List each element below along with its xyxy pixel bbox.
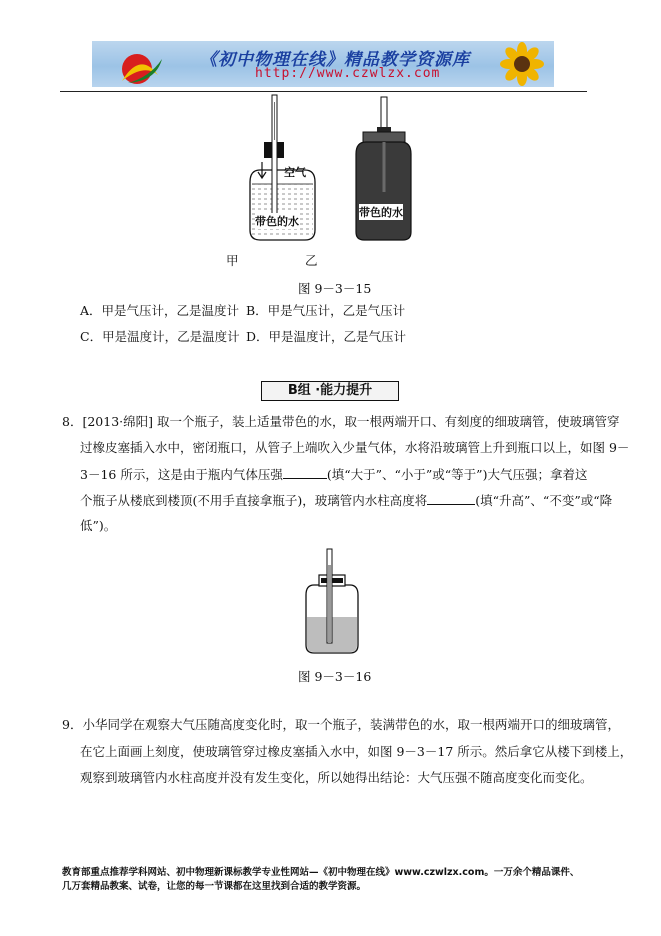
q8-line1: 8．[2013·绵阳] 取一个瓶子，装上适量带色的水，取一根两端开口、有刻度的细玻璃管，使玻璃管穿 <box>62 414 620 429</box>
option-a: A．甲是气压计，乙是温度计 <box>80 303 240 318</box>
air-label: 空气 <box>284 166 306 179</box>
q9-line2: 在它上面画上刻度，使玻璃管穿过橡皮塞插入水中，如图 9－3－17 所示。然后拿它从楼下到楼上， <box>80 744 633 759</box>
option-b: B．甲是气压计，乙是气压计 <box>246 303 406 318</box>
q9-line1: 9．小华同学在观察大气压随高度变化时，取一个瓶子，装满带色的水，取一根两端开口的细玻璃管， <box>62 717 620 732</box>
section-title: B组 ·能力提升 <box>261 381 399 401</box>
label-jia: 甲 <box>226 253 239 268</box>
q8-line4-text-b: (填“升高”、“不变”或“降 <box>475 493 613 508</box>
figure-9-3-16 <box>300 545 365 657</box>
q8-line3 <box>80 466 587 483</box>
q8-line4 <box>80 492 612 509</box>
figure-caption-16: 图 9－3－16 <box>298 669 372 684</box>
banner-url[interactable]: http://www.czwlzx.com <box>255 66 441 81</box>
banner-title: 《初中物理在线》精品教学资源库 <box>200 50 470 70</box>
answer-blank-1[interactable] <box>283 466 327 479</box>
q8-line3-text-a: 3－16 所示，这是由于瓶内气体压强 <box>80 467 283 482</box>
header-banner <box>92 41 554 87</box>
q9-line3: 观察到玻璃管内水柱高度并没有发生变化，所以她得出结论：大气压强不随高度变化而变化。 <box>80 770 593 785</box>
footer-line2: 几万套精品教案、试卷，让您的每一节课都在这里找到合适的教学资源。 <box>62 881 367 892</box>
figure-caption-15: 图 9－3－15 <box>298 281 372 296</box>
q8-line2: 过橡皮塞插入水中，密闭瓶口，从管子上端吹入少量气体，水将沿玻璃管上升到瓶口以上，如图 9－ <box>80 440 630 455</box>
right-water-label: 带色的水 <box>359 206 403 219</box>
q8-line3-text-b: (填“大于”、“小于”或“等于”)大气压强；拿着这 <box>326 467 588 482</box>
q8-line5: 低”)。 <box>80 518 117 533</box>
left-water-label: 带色的水 <box>255 215 299 228</box>
sunflower-icon <box>492 41 554 87</box>
q8-line4-text-a: 个瓶子从楼底到楼顶(不用手直接拿瓶子)，玻璃管内水柱高度将 <box>80 493 428 508</box>
option-c: C．甲是温度计，乙是温度计 <box>80 329 240 344</box>
footer-line1: 教育部重点推荐学科网站、初中物理新课标教学专业性网站—《初中物理在线》www.czwlzx.com。一万余个精品课件、 <box>62 867 580 878</box>
label-yi: 乙 <box>305 253 318 268</box>
answer-blank-2[interactable] <box>427 492 475 505</box>
option-d: D．甲是温度计，乙是气压计 <box>246 329 407 344</box>
